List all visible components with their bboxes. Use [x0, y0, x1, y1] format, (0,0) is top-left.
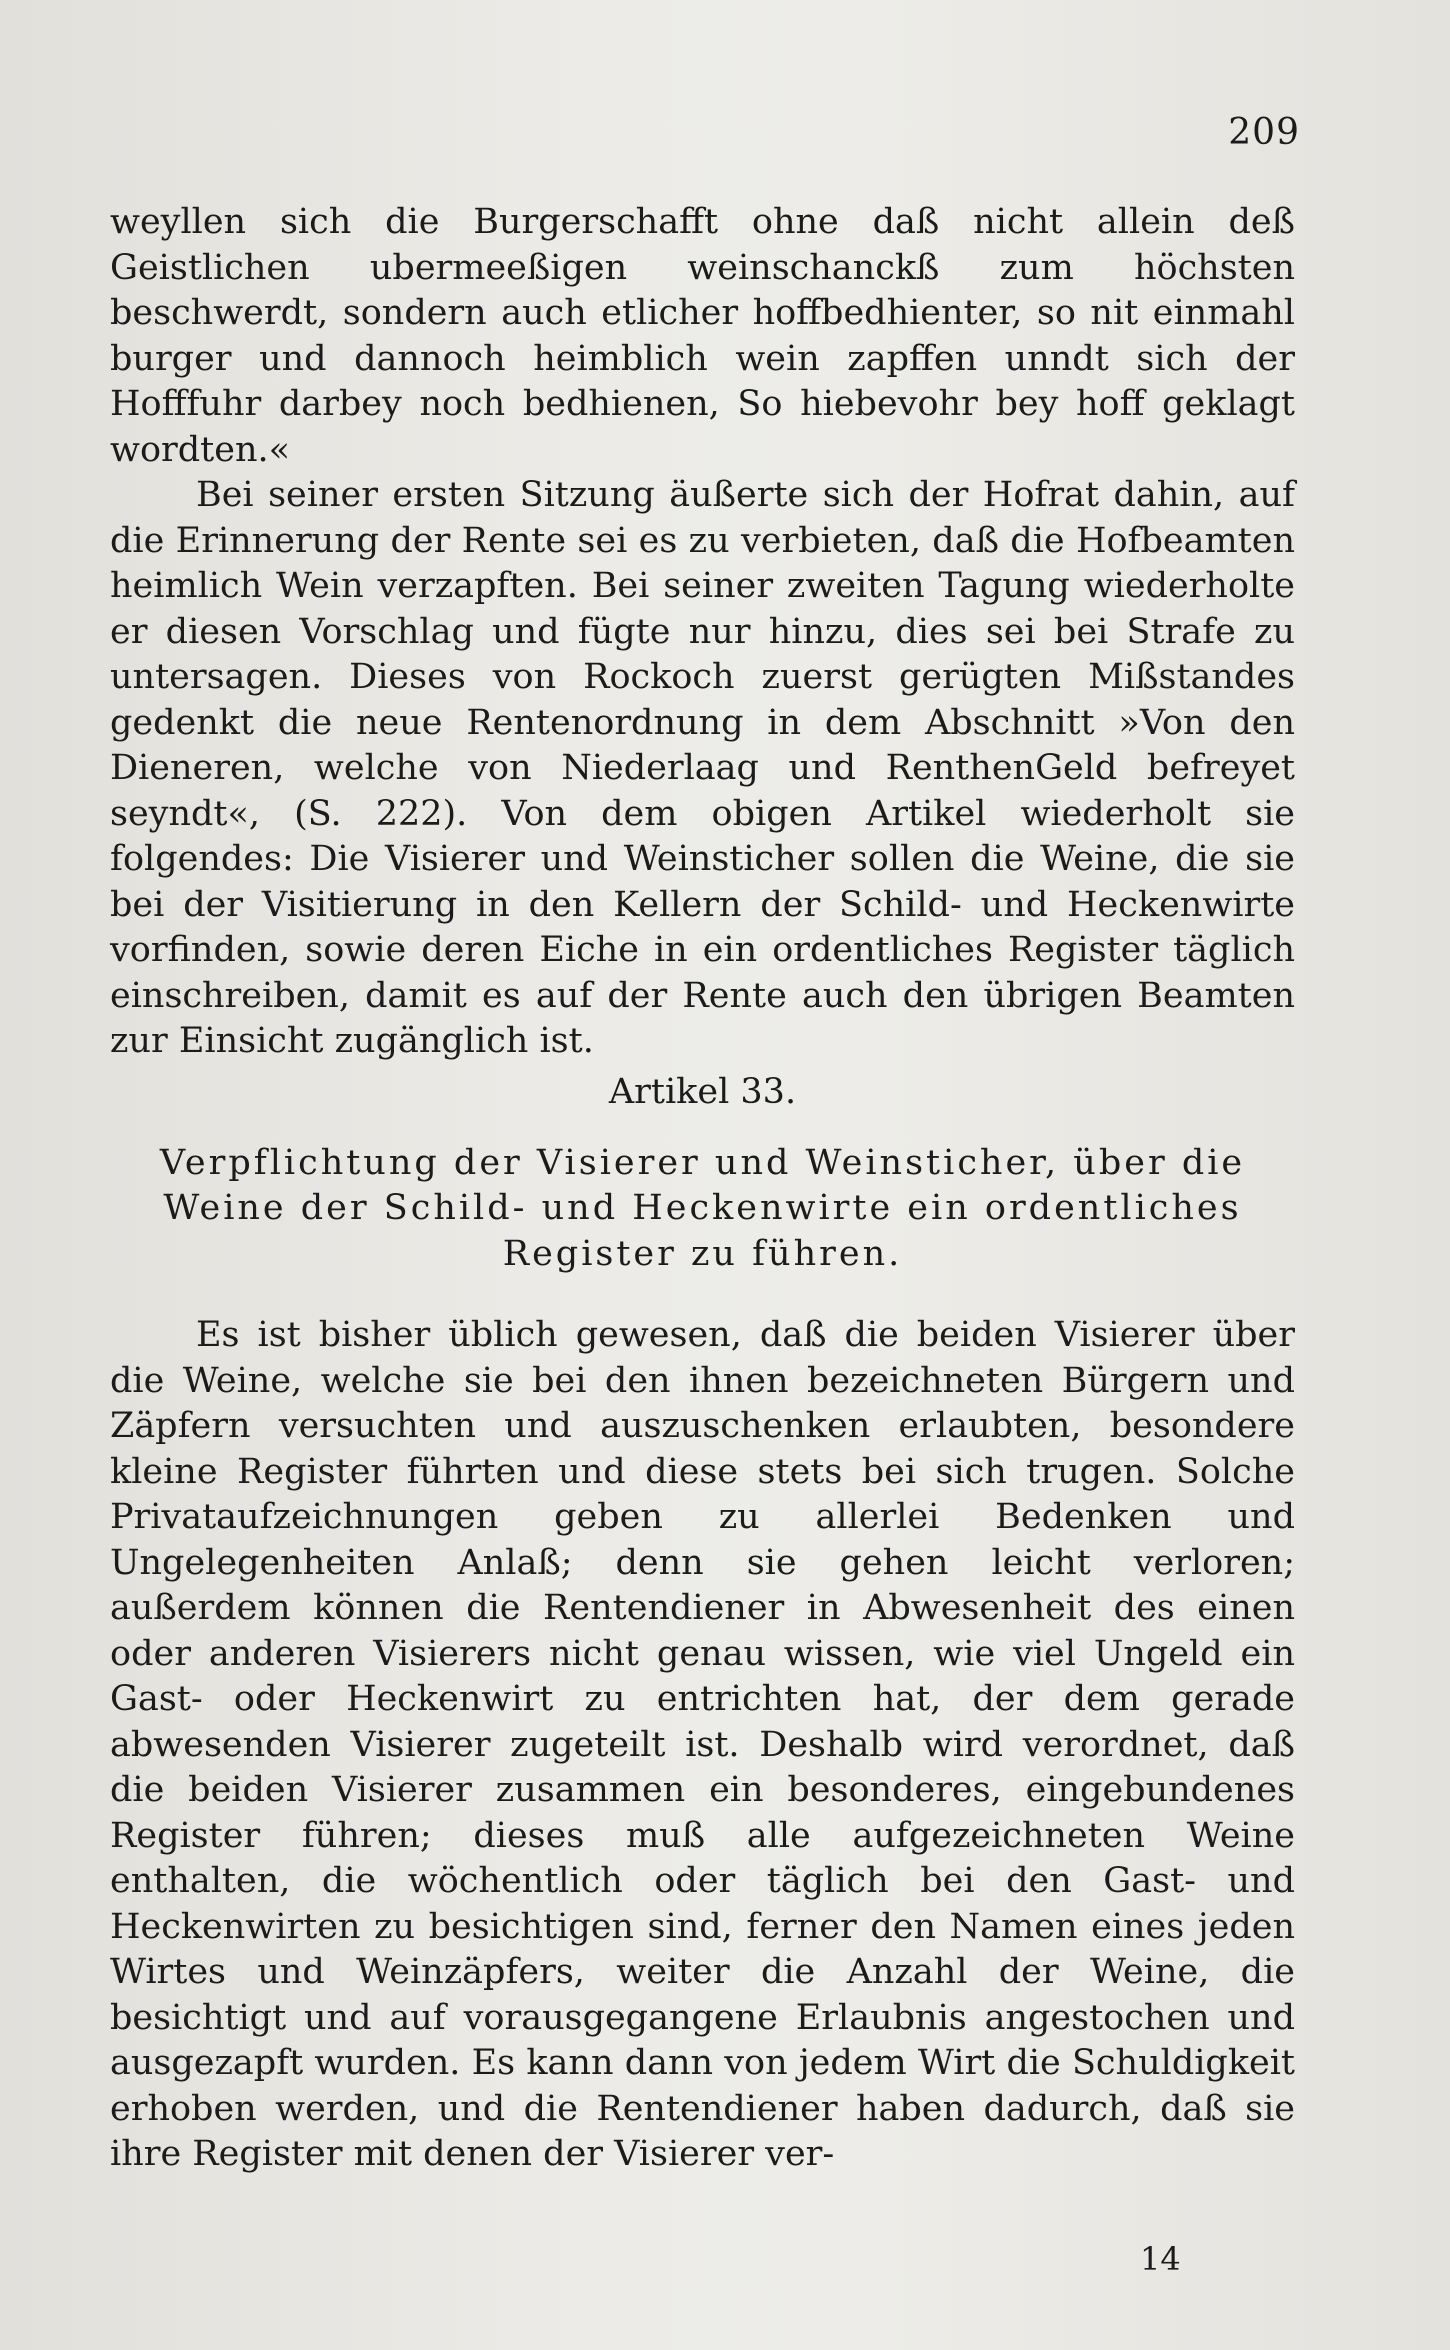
paragraph-visierer: Es ist bisher üblich gewesen, daß die beiden Visierer über die Weine, welche sie bei den ihnen bezeichneten Bürgern und Zäpfern versuchten und auszuschenken erlaubten, besondere kleine Register führten und diese stets bei sich trugen. Solche Privataufzeichnungen geben zu allerlei Bedenken und Ungelegenheiten Anlaß; denn sie gehen leicht verloren; außerdem können die Rentendiener in Abwesenheit des einen oder anderen Visierers nicht genau wissen, wie viel Ungeld ein Gast- oder Heckenwirt zu entrichten hat, der dem gerade abwesenden Visierer zugeteilt ist. Deshalb wird verordnet, daß die beiden Visierer zusammen ein besonderes, eingebundenes Register führen; dieses muß alle aufgezeichneten Weine enthalten, die wöchentlich oder täglich bei den Gast- und Heckenwirten zu besichtigen sind, ferner den Namen eines jeden Wirtes und Weinzäpfers, weiter die Anzahl der Weine, die besichtigt und auf vorausgegangene Erlaubnis angestochen und ausgezapft wurden. Es kann dann von jedem Wirt die Schuldigkeit erhoben werden, und die Rentendiener haben dadurch, daß sie ihre Register mit denen der Visierer ver-	[110, 1315, 1295, 2174]
article-title: Verpflichtung der Visierer und Weinsticher, über die Weine der Schild- und Heckenwirte ein ordentliches Register zu führen.	[159, 1142, 1246, 1274]
page-number: 209	[1228, 112, 1300, 153]
body-text	[110, 200, 1295, 2178]
paragraph-hofrat: Bei seiner ersten Sitzung äußerte sich der Hofrat dahin, auf die Erinnerung der Rente sei es zu verbieten, daß die Hofbeamten heimlich Wein verzapften. Bei seiner zweiten Tagung wiederholte er diesen Vorschlag und fügte nur hinzu, dies sei bei Strafe zu untersagen. Dieses von Rockoch zuerst gerügten Mißstandes gedenkt die neue Rentenordnung in dem Abschnitt »Von den Dieneren, welche von Niederlaag und RenthenGeld befreyet seyndt«, (S. 222). Von dem obigen Artikel wiederholt sie folgendes: Die Visierer und Weinsticher sollen die Weine, die sie bei der Visitierung in den Kellern der Schild- und Heckenwirte vorfinden, sowie deren Eiche in ein ordentliches Register täglich einschreiben, damit es auf der Rente auch den übrigen Beamten zur Einsicht zugänglich ist.	[110, 475, 1295, 1061]
signature-mark: 14	[1140, 2240, 1181, 2278]
article-heading: Artikel 33.	[608, 1071, 797, 1112]
paragraph-quote-end: weyllen sich die Burgerschafft ohne daß nicht allein deß Geistlichen ubermeeßigen weinschanckß zum höchsten beschwerdt, sondern auch etlicher hoffbedhienter, so nit einmahl burger und dannoch heimblich wein zapffen unndt sich der Hofffuhr darbey noch bedhienen, So hiebevohr bey hoff geklagt wordten.«	[110, 202, 1295, 470]
